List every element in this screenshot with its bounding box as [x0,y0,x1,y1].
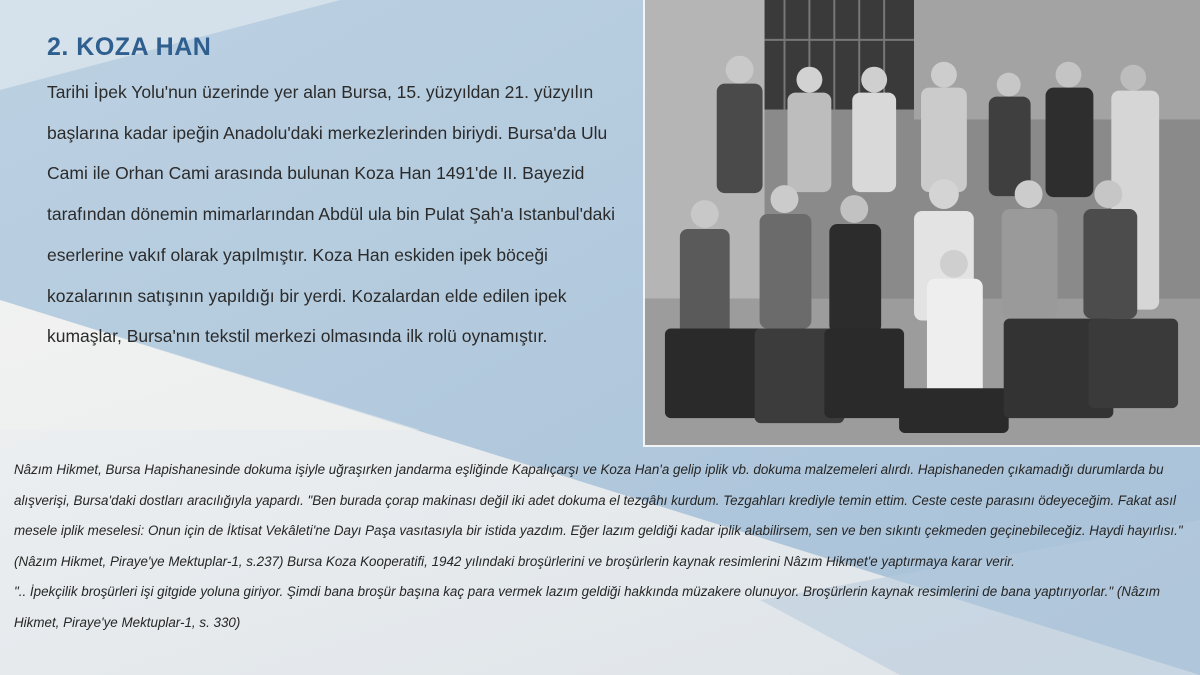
slide-title: 2. KOZA HAN [47,33,212,61]
quote-paragraph-2: ".. İpekçilik broşürleri işi gitgide yoluna giriyor. Şimdi bana broşür başına kaç para vermek lazım geldiği hakkında müzakere olunuyor. Broşürlerin kaynak resimlerini de bana yaptırıyorlar." (Nâzım Hikmet, Piraye'ye Mektuplar-1, s. 330) [14,584,1160,630]
quote-paragraph-1: Nâzım Hikmet, Bursa Hapishanesinde dokuma işiyle uğraşırken jandarma eşliğinde Kapalıçarşı ve Koza Han'a gelip iplik vb. dokuma malzemeleri alırdı. Hapishaneden çıkamadığı durumlarda bu alışverişi, Bursa'daki dostları aracılığıyla yapardı. "Ben burada çorap makinası değil iki adet dokuma el tezgâhı kurdum. Tezgahları krediyle temin ettim. Ceste ceste parasını ödeyeceğim. Fakat asıl mesele iplik meselesi: Onun için de İktisat Vekâleti'ne Dayı Paşa vasıtasıyla bir istida yazdım. Eğer lazım geldiği kadar iplik alabilirsem, sen ve ben sıkıntı çekmeden geçinebileceğiz. Haydi hayırlısı." (Nâzım Hikmet, Piraye'ye Mektuplar-1, s.237) Bursa Koza Kooperatifi, 1942 yılındaki broşürlerini ve broşürlerin kaynak resimlerini Nâzım Hikmet'e yaptırmaya karar verir. [14,462,1183,569]
group-photo-image [645,0,1200,445]
koza-han-description: Tarihi İpek Yolu'nun üzerinde yer alan Bursa, 15. yüzyıldan 21. yüzyılın başlarına kadar ipeğin Anadolu'daki merkezlerinden biriydi. Bursa'da Ulu Cami ile Orhan Cami arasında bulunan Koza Han 1491'de II. Bayezid tarafından dönemin mimarlarından Abdül ula bin Pulat Şah'a Istanbul'daki eserlerine vakıf olarak yapılmıştır. Koza Han eskiden ipek böceği kozalarının satışının yapıldığı bir yerdi. Kozalardan elde edilen ipek kumaşlar, Bursa'nın tekstil merkezi olmasında ilk rolü oynamıştır. [47,82,616,347]
nazim-hikmet-quote-block [14,455,1186,638]
historical-group-photo [643,0,1200,447]
